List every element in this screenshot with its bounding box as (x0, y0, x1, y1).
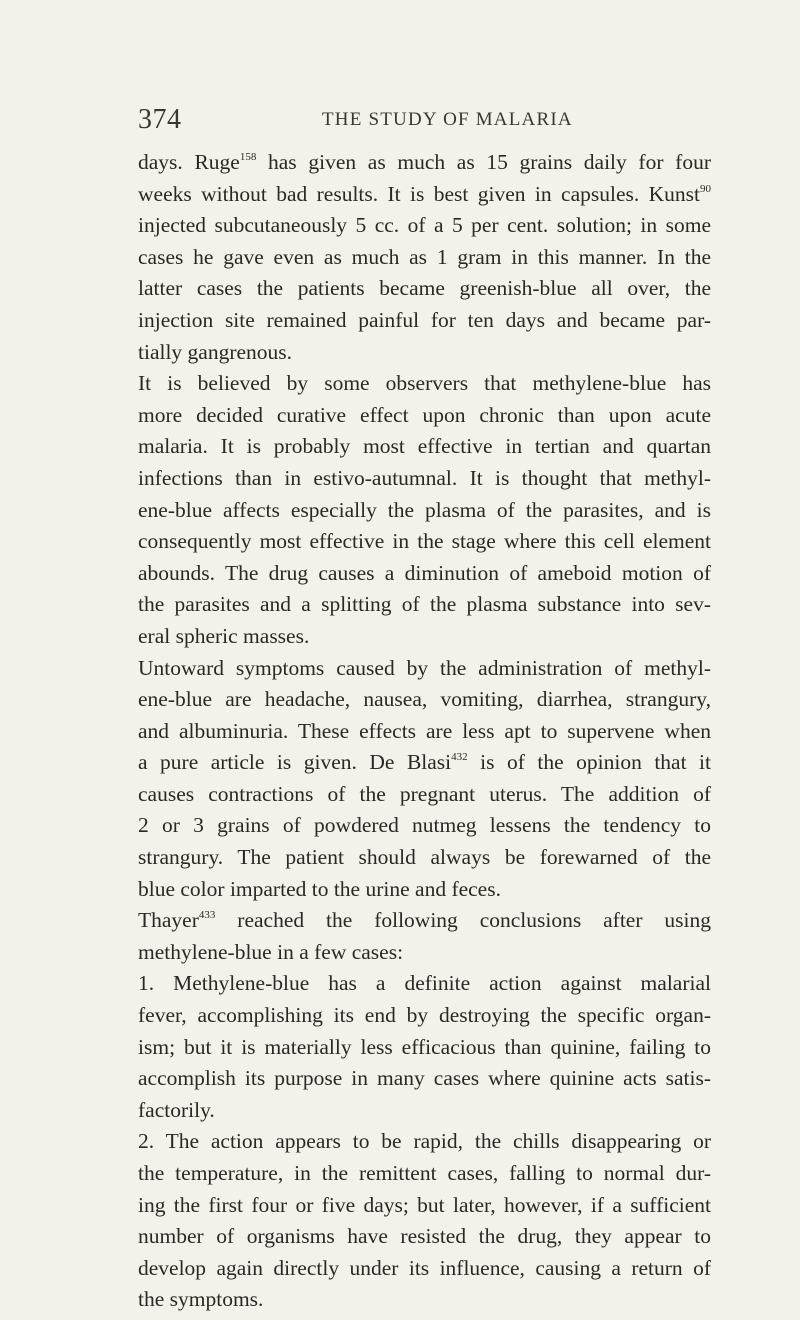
text-segment: and albuminuria. These effects are less apt to supervene when (138, 718, 711, 743)
text-line (138, 147, 711, 179)
text-line (138, 431, 711, 463)
text-segment: reached the following conclusions after using (215, 908, 711, 933)
running-title: THE STUDY OF MALARIA (322, 109, 573, 130)
text-segment: malaria. It is probably most effective in tertian and quartan (138, 434, 711, 459)
text-line (138, 305, 711, 337)
text-line (138, 337, 711, 369)
text-segment: tially gangrenous. (138, 339, 293, 364)
text-segment: 2. The action appears to be rapid, the chills disappearing or (138, 1129, 711, 1154)
text-segment: It is believed by some observers that methylene-blue has (138, 371, 711, 396)
text-line (138, 1158, 711, 1190)
text-segment: 1. Methylene-blue has a definite action against malarial (138, 971, 711, 996)
text-line (138, 495, 711, 527)
text-segment: latter cases the patients became greenish-blue all over, the (138, 276, 711, 301)
text-line (138, 1000, 711, 1032)
text-segment: Thayer (138, 908, 199, 933)
text-line (138, 1190, 711, 1222)
text-line (138, 558, 711, 590)
text-segment: accomplish its purpose in many cases where quinine acts satis- (138, 1066, 711, 1091)
text-segment: consequently most effective in the stage where this cell element (138, 529, 711, 554)
text-segment: eral spheric masses. (138, 623, 310, 648)
text-line (138, 400, 711, 432)
body-text (138, 147, 711, 1316)
text-segment: ing the first four or five days; but later, however, if a sufficient (138, 1192, 711, 1217)
reference-superscript: 158 (239, 151, 257, 163)
text-segment: a pure article is given. De Blasi (138, 750, 452, 775)
text-segment: cases he gave even as much as 1 gram in this manner. In the (138, 244, 711, 269)
text-line (138, 1063, 711, 1095)
text-segment: Untoward symptoms caused by the administration of methyl- (138, 655, 711, 680)
text-segment: the temperature, in the remittent cases, falling to normal dur- (138, 1161, 711, 1185)
text-segment: abounds. The drug causes a diminution of ameboid motion of (138, 560, 711, 585)
text-segment: weeks without bad results. It is best given in capsules. Kunst (138, 181, 700, 206)
text-line (138, 716, 711, 748)
text-line (138, 589, 711, 621)
text-segment: more decided curative effect upon chronic than upon acute (138, 402, 711, 427)
text-segment: fever, accomplishing its end by destroying the specific organ- (138, 1003, 711, 1028)
text-line (138, 1095, 711, 1127)
text-line (138, 874, 711, 906)
text-line (138, 810, 711, 842)
text-line (138, 210, 711, 242)
text-segment: ism; but it is materially less efficacious than quinine, failing to (138, 1034, 711, 1059)
text-line (138, 1253, 711, 1285)
text-segment: methylene-blue in a few cases: (138, 939, 404, 964)
text-segment: ene-blue affects especially the plasma of the parasites, and is (138, 497, 711, 522)
text-line (138, 968, 711, 1000)
text-segment: blue color imparted to the urine and feces. (138, 876, 501, 901)
text-line (138, 1221, 711, 1253)
text-segment: causes contractions of the pregnant uterus. The addition of (138, 781, 711, 806)
text-segment: strangury. The patient should always be forewarned of the (138, 845, 711, 870)
text-segment: ene-blue are headache, nausea, vomiting, diarrhea, strangury, (138, 687, 711, 712)
text-segment: the parasites and a splitting of the plasma substance into sev- (138, 592, 711, 617)
text-line (138, 653, 711, 685)
reference-superscript: 90 (700, 182, 711, 195)
text-line (138, 621, 711, 653)
text-line (138, 179, 711, 211)
text-line (138, 905, 711, 937)
text-line (138, 463, 711, 495)
reference-superscript: 432 (451, 751, 468, 764)
text-segment: the symptoms. (138, 1287, 264, 1312)
text-line (138, 242, 711, 274)
text-line (138, 842, 711, 874)
page-header (0, 104, 800, 144)
text-segment: develop again directly under its influence, causing a return of (138, 1255, 711, 1280)
text-line (138, 1126, 711, 1158)
text-line (138, 368, 711, 400)
text-line (138, 273, 711, 305)
text-segment: injection site remained painful for ten days and became par- (138, 307, 711, 332)
text-line (138, 1032, 711, 1064)
page-number: 374 (138, 104, 182, 135)
text-line (138, 1284, 711, 1316)
text-line (138, 779, 711, 811)
text-segment: number of organisms have resisted the drug, they appear to (138, 1224, 711, 1249)
text-segment: days. Ruge (138, 150, 240, 174)
text-line (138, 684, 711, 716)
text-segment: injected subcutaneously 5 cc. of a 5 per cent. solution; in some (138, 213, 711, 238)
text-segment: factorily. (138, 1097, 215, 1122)
text-segment: has given as much as 15 grains daily for four (256, 150, 711, 174)
text-segment: infections than in estivo-autumnal. It is thought that methyl- (138, 465, 711, 490)
text-line (138, 526, 711, 558)
text-line (138, 937, 711, 969)
reference-superscript: 433 (198, 909, 216, 922)
text-segment: is of the opinion that it (467, 750, 712, 775)
text-segment: 2 or 3 grains of powdered nutmeg lessens the tendency to (138, 813, 711, 838)
text-line (138, 747, 711, 779)
